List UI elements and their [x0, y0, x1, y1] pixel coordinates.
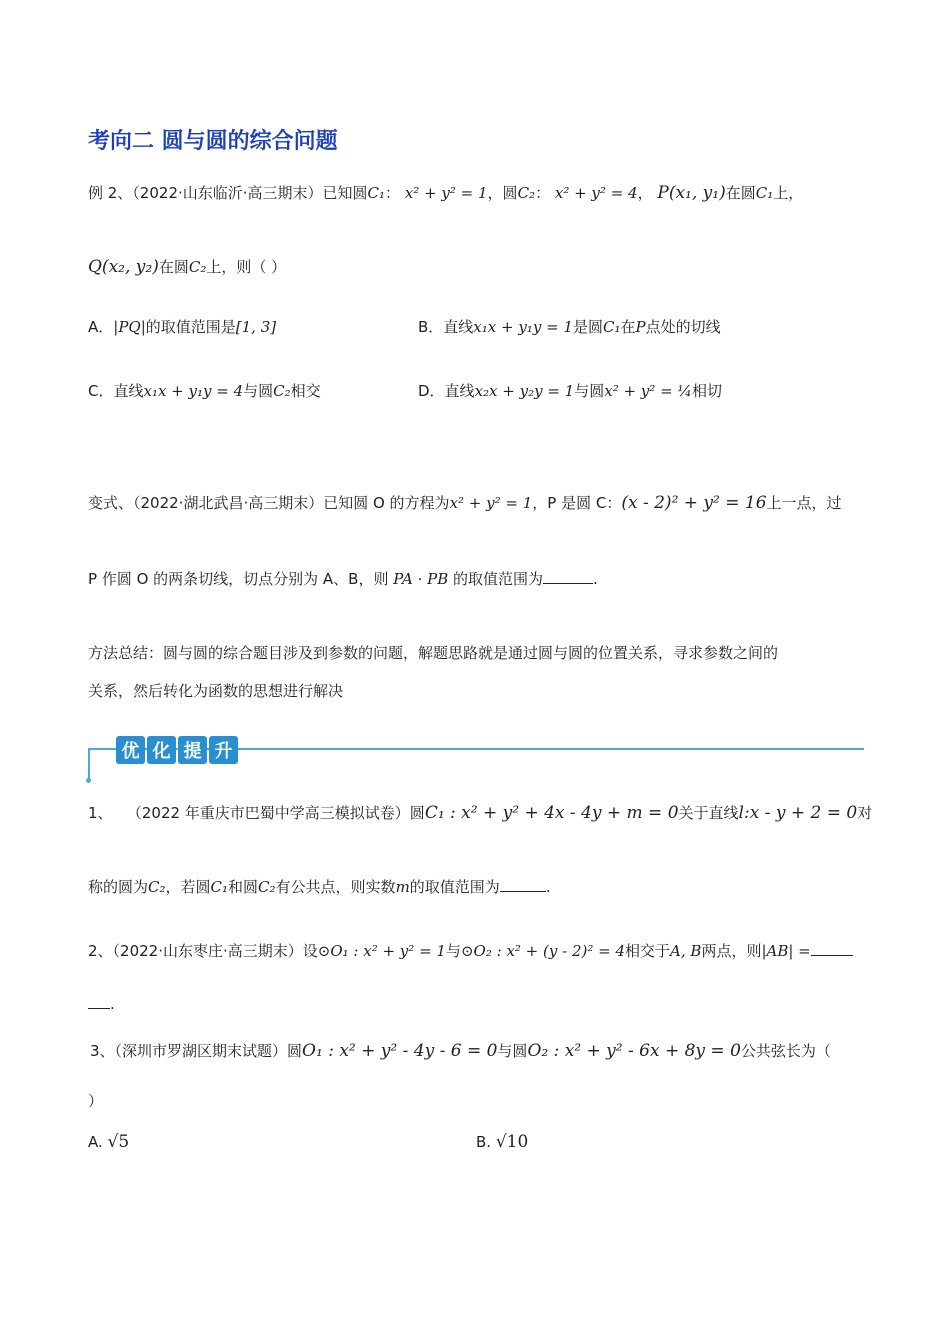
question1-text5: 的取值范围为: [409, 878, 500, 896]
c1-label: C₁: [602, 318, 621, 336]
example2-line2: [88, 256, 286, 277]
option-d-circle: x² + y² = ¼: [604, 382, 692, 400]
question1-source: （2022 年重庆市巴蜀中学高三模拟试卷）圆: [126, 804, 425, 822]
variant-text5: 的取值范围为: [453, 570, 544, 588]
option-a-text: 的取值范围是: [145, 318, 236, 336]
banner-char: 升: [209, 736, 238, 764]
text-mid: ，圆: [487, 184, 518, 202]
example2-head: 例 2、（2022·山东临沂·高三期末）已知圆: [88, 184, 368, 202]
option-a-label: A.: [88, 1133, 103, 1151]
option-a-value: √5: [107, 1132, 130, 1152]
points-ab: A, B: [670, 942, 702, 960]
answer-blank[interactable]: [543, 569, 593, 584]
question1-line1: [88, 802, 872, 823]
question1-text3: 和圆: [228, 878, 259, 896]
option-d-text1: 与圆: [574, 382, 605, 400]
option-b-value: √10: [495, 1132, 529, 1152]
summary-line2: 关系，然后转化为函数的思想进行解决: [88, 682, 344, 700]
question1-mid: 关于直线: [678, 804, 739, 822]
option-c-text2: 相交: [290, 382, 321, 400]
question2-text1: 相交于: [625, 942, 671, 960]
point-p: P(x₁, y₁): [657, 183, 726, 203]
text-on-end: 上，: [773, 184, 804, 202]
option-a: [88, 316, 276, 337]
question3-line2: ）: [88, 1092, 104, 1110]
option-d-math: x₂x + y₂y = 1: [474, 382, 575, 400]
line-l-equation: l:x - y + 2 = 0: [738, 803, 858, 823]
answer-blank[interactable]: [500, 877, 546, 892]
c2-label: C₂: [273, 382, 291, 400]
option-b-label: B.: [476, 1133, 492, 1151]
banner-char: 提: [178, 736, 207, 764]
circle-o-equation: x² + y² = 1: [449, 494, 533, 512]
text-on2: 在圆: [158, 258, 189, 276]
option-b-text3: 点处的切线: [645, 318, 721, 336]
option-d: [418, 380, 722, 401]
question1-text2: ，若圆: [165, 878, 211, 896]
summary-line1: 方法总结：圆与圆的综合题目涉及到参数的问题，解题思路就是通过圆与圆的位置关系，寻求参数之间的: [88, 644, 779, 662]
question1-number: 1、: [88, 804, 113, 822]
c1-label: C₁: [210, 878, 229, 896]
variant-text3: 上一点，过: [766, 494, 842, 512]
option-d-label: D．直线: [418, 382, 475, 400]
variant-text1: 变式、（2022·湖北武昌·高三期末）已知圆 O 的方程为: [88, 494, 450, 512]
comma: ，: [637, 184, 653, 202]
section-title: 考向二 圆与圆的综合问题: [88, 129, 338, 154]
example2-line1: [88, 182, 803, 203]
text-on: 在圆: [725, 184, 756, 202]
question3-head: 3、（深圳市罗湖区期末试题）圆: [90, 1042, 303, 1060]
question3-line1: [90, 1040, 831, 1061]
question2-line1: [88, 940, 853, 961]
option-a-math: |PQ|: [113, 318, 146, 336]
option-b-p: P: [635, 318, 646, 336]
question2-end: .: [110, 995, 115, 1013]
point-q: Q(x₂, y₂): [88, 257, 159, 277]
colon: ：: [385, 184, 401, 202]
option-c-math: x₁x + y₁y = 4: [143, 382, 244, 400]
option-b-text1: 是圆: [572, 318, 603, 336]
option-b: [418, 316, 721, 337]
variant-text4: P 作圆 O 的两条切线，切点分别为 A、B，则: [88, 570, 389, 588]
colon: ：: [535, 184, 551, 202]
question2-text2: 两点，则: [701, 942, 762, 960]
circle-c1-equation: x² + y² = 1: [404, 184, 488, 202]
c2-label: C₂: [517, 184, 536, 202]
option-b-label: B．直线: [418, 318, 474, 336]
banner-dot: [86, 778, 91, 783]
vector-product: PA · PB: [393, 570, 449, 588]
circle-o1-general: O₁ : x² + y² - 4y - 6 = 0: [302, 1041, 498, 1061]
banner-vertical-rule: [88, 749, 90, 781]
question1-text1: 称的圆为: [88, 878, 149, 896]
question3-option-b: [476, 1132, 528, 1152]
variant-text2: ，P 是圆 C：: [532, 494, 622, 512]
option-c: [88, 380, 321, 401]
circle-o2-general: O₂ : x² + y² - 6x + 8y = 0: [527, 1041, 741, 1061]
option-c-text1: 与圆: [243, 382, 274, 400]
answer-blank-continued[interactable]: [88, 994, 110, 1009]
question2-line2: [88, 994, 115, 1013]
circle-c-equation: (x - 2)² + y² = 16: [621, 493, 767, 513]
question1-text4: 有公共点，则实数: [275, 878, 396, 896]
variant-line2: [88, 568, 598, 589]
c1-label: C₁: [755, 184, 774, 202]
question1-end: 对: [857, 804, 873, 822]
option-b-text2: 在: [620, 318, 636, 336]
circle-c2-equation: x² + y² = 4: [554, 184, 638, 202]
circle-o1-equation: ⊙O₁ : x² + y² = 1: [317, 942, 446, 960]
option-a-range: [1, 3]: [235, 318, 277, 336]
question3-option-a: [88, 1132, 129, 1152]
circle-o2-equation: ⊙O₂ : x² + (y - 2)² = 4: [460, 942, 626, 960]
option-a-label: A．: [88, 318, 114, 336]
banner-heading: [116, 736, 238, 764]
variant-line1: [88, 492, 842, 513]
param-m: m: [395, 878, 410, 896]
question1-line2: [88, 876, 551, 897]
variant-end: .: [593, 570, 598, 588]
answer-blank[interactable]: [811, 941, 853, 956]
question3-text1: 公共弦长为（: [740, 1042, 831, 1060]
banner-char: 化: [147, 736, 176, 764]
question3-mid: 与圆: [497, 1042, 528, 1060]
c1-label: C₁: [367, 184, 386, 202]
question1-end: .: [545, 878, 551, 896]
circle-c1-general: C₁ : x² + y² + 4x - 4y + m = 0: [424, 803, 679, 823]
length-ab: |AB| =: [761, 942, 811, 960]
c2-label: C₂: [258, 878, 276, 896]
option-d-text2: 相切: [691, 382, 722, 400]
question2-mid: 与: [445, 942, 461, 960]
banner-char: 优: [116, 736, 145, 764]
option-c-label: C．直线: [88, 382, 144, 400]
question2-head: 2、（2022·山东枣庄·高三期末）设: [88, 942, 318, 960]
c2-label: C₂: [188, 258, 207, 276]
c2-label: C₂: [148, 878, 166, 896]
text-on2-end: 上，则（ ）: [206, 258, 287, 276]
option-b-math: x₁x + y₁y = 1: [473, 318, 573, 336]
